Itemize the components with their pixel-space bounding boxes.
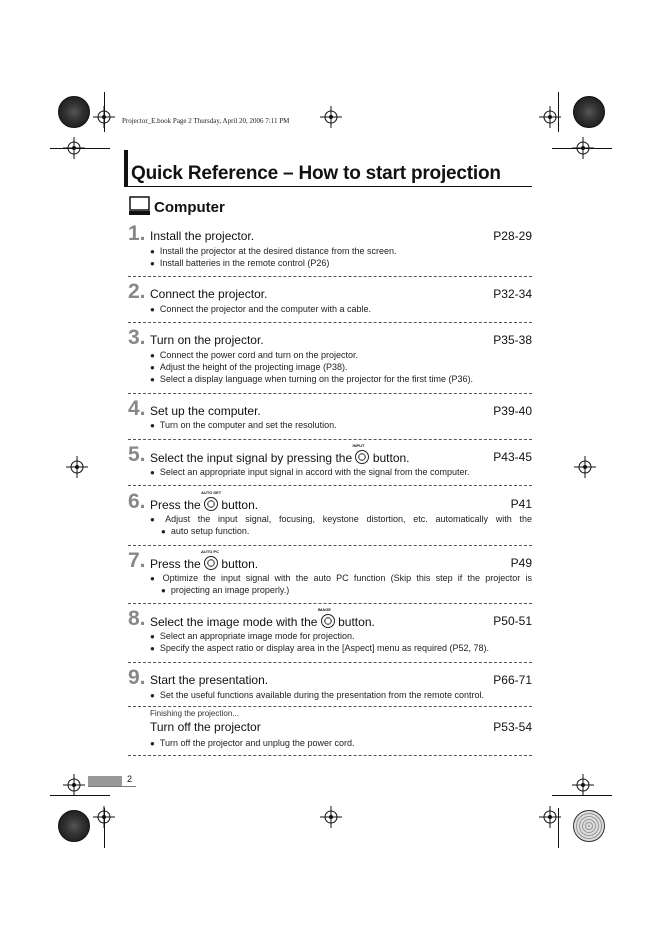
divider: [128, 485, 532, 486]
registration-disc-icon: [573, 96, 605, 128]
crosshair-icon: [66, 456, 88, 478]
step-text-after: button.: [372, 451, 410, 465]
step-number: 2.: [128, 280, 146, 303]
bullet-item: ● Adjust the height of the projecting image (P38).: [150, 361, 347, 374]
bullet-item: ● Optimize the input signal with the auto PC function (Skip this step if the projector is: [150, 572, 532, 585]
crosshair-icon: [572, 137, 594, 159]
step-text-before: Press the: [150, 498, 201, 512]
step-text: Set up the computer.: [150, 404, 261, 418]
bullet-item: ● Connect the power cord and turn on the projector.: [150, 349, 358, 362]
step-text-before: Press the: [150, 557, 201, 571]
page-reference: P39-40: [493, 404, 532, 418]
step-text-before: Select the input signal by pressing the: [150, 451, 353, 465]
step-text-before: Select the image mode with the: [150, 615, 318, 629]
step-number: 8.: [128, 607, 146, 630]
bullet-item-continuation: ● auto setup function.: [161, 525, 249, 538]
page-reference: P50-51: [493, 614, 532, 628]
crosshair-icon: [63, 137, 85, 159]
page-reference: P66-71: [493, 673, 532, 687]
step-text: Install the projector.: [150, 229, 255, 243]
crosshair-icon: [572, 774, 594, 796]
crosshair-icon: [539, 806, 561, 828]
step-text: [150, 443, 410, 465]
bullet-item: ● Select a display language when turning on the projector for the first time (P36).: [150, 373, 473, 386]
title-bar: [124, 150, 128, 186]
page-reference: P41: [510, 497, 532, 511]
page-reference: P53-54: [493, 720, 532, 734]
title-underline: [124, 186, 532, 187]
step-number: 9.: [128, 666, 146, 689]
divider: [128, 439, 532, 440]
page-reference: P35-38: [493, 333, 532, 347]
computer-icon: [129, 196, 150, 216]
bullet-item: ● Connect the projector and the computer with a cable.: [150, 303, 371, 316]
divider: [128, 603, 532, 604]
registration-disc-icon: [58, 96, 90, 128]
step-text: Connect the projector.: [150, 287, 268, 301]
auto-set-button-icon: [201, 490, 222, 511]
bullet-item: ● Install the projector at the desired distance from the screen.: [150, 245, 396, 258]
finishing-text: Turn off the projector: [150, 720, 261, 734]
button-caption: AUTO SET: [201, 490, 222, 495]
page-reference: P43-45: [493, 450, 532, 464]
step-text-after: button.: [221, 498, 259, 512]
divider: [128, 755, 532, 756]
divider: [128, 393, 532, 394]
step-number: 6.: [128, 490, 146, 513]
input-button-icon: [352, 443, 369, 464]
bullet-item: ● Specify the aspect ratio or display area in the [Aspect] menu as required (P52, 78).: [150, 642, 489, 655]
button-caption: AUTO PC: [201, 549, 219, 554]
registration-disc-icon: [58, 810, 90, 842]
bullet-item-continuation: ● projecting an image properly.): [161, 584, 289, 597]
crosshair-icon: [63, 774, 85, 796]
step-text-after: button.: [338, 615, 375, 629]
crosshair-icon: [539, 106, 561, 128]
bullet-item: ● Install batteries in the remote control (P26): [150, 257, 329, 270]
bullet-item: ● Select an appropriate input signal in accord with the signal from the computer.: [150, 466, 470, 479]
button-caption: INPUT: [352, 443, 365, 448]
image-button-icon: [317, 607, 335, 628]
divider: [128, 706, 532, 707]
bullet-item: ● Turn off the projector and unplug the power cord.: [150, 737, 354, 750]
finishing-caption: Finishing the projection...: [150, 709, 239, 718]
print-header: Projector_E.book Page 2 Thursday, April 20, 2006 7:11 PM: [122, 117, 290, 125]
crosshair-icon: [320, 806, 342, 828]
step-number: 5.: [128, 443, 146, 466]
step-text: [150, 490, 259, 512]
registration-disc-icon: [573, 810, 605, 842]
step-number: 7.: [128, 549, 146, 572]
crosshair-icon: [574, 456, 596, 478]
page-number: 2: [127, 774, 133, 784]
bullet-item: ● Set the useful functions available during the presentation from the remote control.: [150, 689, 484, 702]
step-text: Turn on the projector.: [150, 333, 264, 347]
button-caption: IMAGE: [317, 607, 331, 612]
page-title: Quick Reference – How to start projection: [131, 163, 501, 184]
divider: [128, 276, 532, 277]
crosshair-icon: [93, 106, 115, 128]
step-number: 3.: [128, 326, 146, 349]
auto-pc-button-icon: [201, 549, 219, 570]
step-text-after: button.: [221, 557, 259, 571]
page-tab-line: [88, 786, 136, 787]
step-number: 1.: [128, 222, 146, 245]
page-reference: P49: [510, 556, 532, 570]
divider: [128, 322, 532, 323]
step-text: [150, 549, 259, 571]
page-reference: P32-34: [493, 287, 532, 301]
step-number: 4.: [128, 397, 146, 420]
divider: [128, 545, 532, 546]
bullet-item: ● Adjust the input signal, focusing, keystone distortion, etc. automatically with the: [150, 513, 532, 526]
page-reference: P28-29: [493, 229, 532, 243]
bullet-item: ● Select an appropriate image mode for projection.: [150, 630, 354, 643]
section-label: Computer: [154, 199, 225, 216]
divider: [128, 662, 532, 663]
step-text: Start the presentation.: [150, 673, 269, 687]
page-tab: [88, 776, 122, 786]
step-text: [150, 607, 375, 629]
crosshair-icon: [93, 806, 115, 828]
bullet-item: ● Turn on the computer and set the resolution.: [150, 419, 337, 432]
crosshair-icon: [320, 106, 342, 128]
